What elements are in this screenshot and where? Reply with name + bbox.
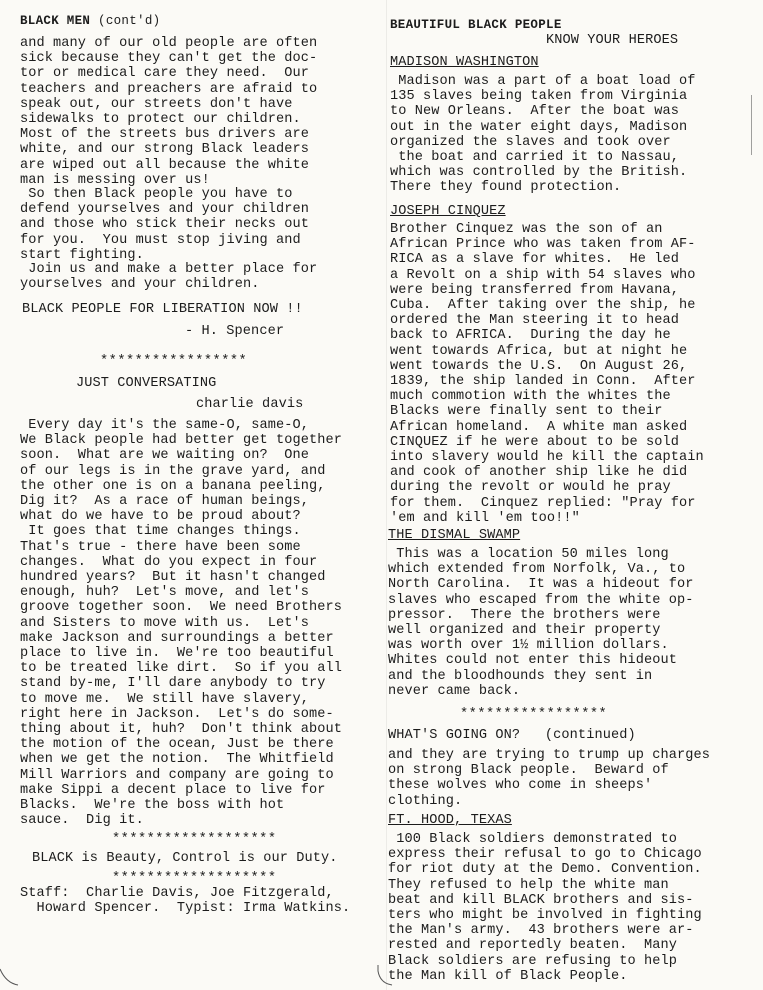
text-line: during the revolt or would he pray: [390, 480, 671, 496]
text-line: Blacks. We're the boss with hot: [20, 798, 285, 813]
text-line: speak out, our streets don't have: [20, 96, 293, 112]
text-line: This was a location 50 miles long: [388, 547, 669, 562]
text-line: We Black people had better get together: [20, 433, 343, 449]
text-line: for them. Cinquez replied: "Pray for: [390, 495, 696, 511]
text-line: never came back.: [388, 683, 521, 699]
text-line: RICA as a slave for whites. He led: [390, 252, 680, 268]
text-line: of our legs is in the grave yard, and: [20, 463, 326, 479]
text-line: slaves who escaped from the white op-: [388, 592, 694, 608]
text-line: are wiped out all because the white: [20, 157, 310, 173]
text-line: to be treated like dirt. So if you all: [20, 661, 343, 677]
text-line: when we get the notion. The Whitfield: [20, 752, 334, 768]
text-line: was worth over 1½ million dollars.: [388, 638, 669, 654]
text-line: the boat and carried it to Nassau,: [390, 150, 680, 165]
text-line: changes. What do you expect in four: [20, 554, 318, 570]
divider-stars-2: *******************: [112, 832, 277, 847]
heroes-subheading: KNOW YOUR HEROES: [546, 33, 679, 48]
cinquez-title: JOSEPH CINQUEZ: [390, 204, 506, 219]
text-line: 135 slaves being taken from Virginia: [390, 89, 688, 105]
text-line: Mill Warriors and company are going to: [20, 767, 334, 783]
text-line: Brother Cinquez was the son of an: [390, 222, 663, 237]
text-line: the other one is on a banana peeling,: [20, 478, 326, 494]
text-line: Black soldiers are refusing to help: [388, 953, 678, 969]
text-line: for riot duty at the Demo. Convention.: [388, 862, 702, 878]
text-line: express their refusal to go to Chicago: [388, 847, 702, 863]
divider-stars-right: *****************: [460, 707, 608, 722]
text-line: They refused to help the white man: [388, 877, 669, 893]
text-line: well organized and their property: [388, 623, 661, 638]
text-line: and the bloodhounds they sent in: [388, 668, 653, 684]
liberation-slogan: BLACK PEOPLE FOR LIBERATION NOW !!: [22, 302, 303, 317]
text-line: white, and our strong Black leaders: [20, 142, 310, 158]
text-line: Whites could not enter this hideout: [388, 653, 678, 669]
text-line: rested and reportedly beaten. Many: [388, 938, 678, 954]
text-line: and Sisters to move with us. Let's: [20, 615, 310, 631]
text-line: 1839, the ship landed in Conn. After: [390, 374, 696, 389]
text-line: and many of our old people are often: [20, 36, 318, 51]
text-line: went towards the U.S. On August 26,: [390, 358, 688, 374]
madison-title: MADISON WASHINGTON: [390, 55, 539, 70]
text-line: Blacks were finally sent to their: [390, 404, 663, 420]
black-men-heading: BLACK MEN (cont'd): [20, 14, 161, 28]
text-line: 'em and kill 'em too!!": [390, 510, 580, 526]
text-line: beat and kill BLACK brothers and sis-: [388, 892, 694, 908]
text-line: ters who might be involved in fighting: [388, 908, 702, 923]
text-line: thing about it, huh? Don't think about: [20, 722, 343, 737]
text-line: groove together soon. We need Brothers: [20, 600, 343, 616]
text-line: organized the slaves and took over: [390, 134, 671, 150]
text-line: and they are trying to trump up charges: [388, 748, 711, 763]
whats-going-on-title: WHAT'S GOING ON? (continued): [388, 728, 636, 743]
text-line: the Man kill of Black People.: [388, 968, 628, 984]
text-line: sauce. Dig it.: [20, 813, 144, 829]
text-line: Staff: Charlie Davis, Joe Fitzgerald,: [20, 886, 334, 901]
author-signature: - H. Spencer: [185, 324, 285, 339]
text-line: a Revolt on a ship with 54 slaves who: [390, 267, 696, 283]
divider-stars-3: *******************: [112, 871, 277, 886]
text-line: make Sippi a decent place to live for: [20, 782, 326, 798]
text-line: Howard Spencer. Typist: Irma Watkins.: [20, 901, 351, 917]
text-line: on strong Black people. Beward of: [388, 763, 669, 779]
text-line: defend yourselves and your children: [20, 202, 310, 218]
text-line: enough, huh? Let's move, and let's: [20, 585, 310, 601]
conversating-author: charlie davis: [196, 397, 304, 412]
text-line: sidewalks to protect our children.: [20, 112, 301, 127]
text-line: which extended from Norfolk, Va., to: [388, 562, 686, 578]
text-line: Dig it? As a race of human beings,: [20, 494, 310, 509]
text-line: CINQUEZ if he were about to be sold: [390, 434, 680, 450]
text-line: soon. What are we waiting on? One: [20, 448, 310, 464]
text-line: That's true - there have been some: [20, 539, 301, 555]
text-line: There they found protection.: [390, 180, 622, 196]
text-line: clothing.: [388, 793, 463, 809]
text-line: hundred years? But it hasn't changed: [20, 570, 326, 585]
text-line: which was controlled by the British.: [390, 165, 688, 181]
text-line: back to AFRICA. During the day he: [390, 328, 671, 344]
text-line: were being transferred from Havana,: [390, 282, 680, 298]
text-line: the motion of the ocean, Just be there: [20, 737, 334, 753]
text-line: went towards Africa, but at night he: [390, 343, 688, 359]
text-line: and cook of another ship like he did: [390, 465, 688, 481]
text-line: to New Orleans. After the boat was: [390, 104, 680, 120]
text-line: to move me. We still have slavery,: [20, 691, 310, 707]
text-line: place to live in. We're too beautiful: [20, 646, 334, 661]
motto: BLACK is Beauty, Control is our Duty.: [32, 851, 338, 866]
text-line: much commotion with the whites the: [390, 389, 671, 405]
heroes-heading: BEAUTIFUL BLACK PEOPLE: [390, 18, 562, 32]
text-line: these wolves who come in sheeps': [388, 778, 653, 794]
page-edge-curve: [0, 965, 763, 990]
text-line: African homeland. A white man asked: [390, 419, 688, 435]
text-line: what do we have to be proud about?: [20, 509, 301, 525]
text-line: It goes that time changes things.: [20, 524, 301, 540]
text-line: for you. You must stop jiving and: [20, 232, 301, 248]
text-line: out in the water eight days, Madison: [390, 119, 688, 135]
text-line: sick because they can't get the doc-: [20, 51, 318, 67]
text-line: African Prince who was taken from AF-: [390, 237, 696, 253]
text-line: start fighting.: [20, 247, 144, 263]
text-line: right here in Jackson. Let's do some-: [20, 706, 334, 722]
text-line: yourselves and your children.: [20, 277, 260, 293]
text-line: Madison was a part of a boat load of: [390, 74, 696, 89]
text-line: Every day it's the same-O, same-O,: [20, 418, 310, 433]
text-line: tor or medical care they need. Our: [20, 66, 310, 82]
text-line: into slavery would he kill the captain: [390, 450, 704, 465]
text-line: and those who stick their necks out: [20, 217, 310, 233]
text-line: Cuba. After taking over the ship, he: [390, 298, 696, 313]
text-line: teachers and preachers are afraid to: [20, 81, 318, 97]
ft-hood-title: FT. HOOD, TEXAS: [388, 813, 512, 828]
text-line: pressor. There the brothers were: [388, 607, 661, 623]
text-line: stand by-me, I'll dare anybody to try: [20, 676, 326, 692]
text-line: ordered the Man steering it to head: [390, 313, 680, 329]
conversating-title: JUST CONVERSATING: [76, 376, 217, 391]
column-gutter: [386, 0, 387, 990]
swamp-title: THE DISMAL SWAMP: [388, 528, 521, 543]
text-line: Join us and make a better place for: [20, 262, 318, 277]
text-line: man is messing over us!: [20, 172, 210, 188]
text-line: the Man's army. 43 brothers were ar-: [388, 923, 694, 939]
text-line: Most of the streets bus drivers are: [20, 127, 310, 143]
text-line: 100 Black soldiers demonstrated to: [388, 832, 678, 847]
margin-mark: [751, 95, 752, 155]
text-line: North Carolina. It was a hideout for: [388, 577, 694, 593]
text-line: So then Black people you have to: [20, 187, 293, 202]
text-line: make Jackson and surroundings a better: [20, 630, 334, 646]
divider-stars-1: *****************: [100, 354, 248, 369]
